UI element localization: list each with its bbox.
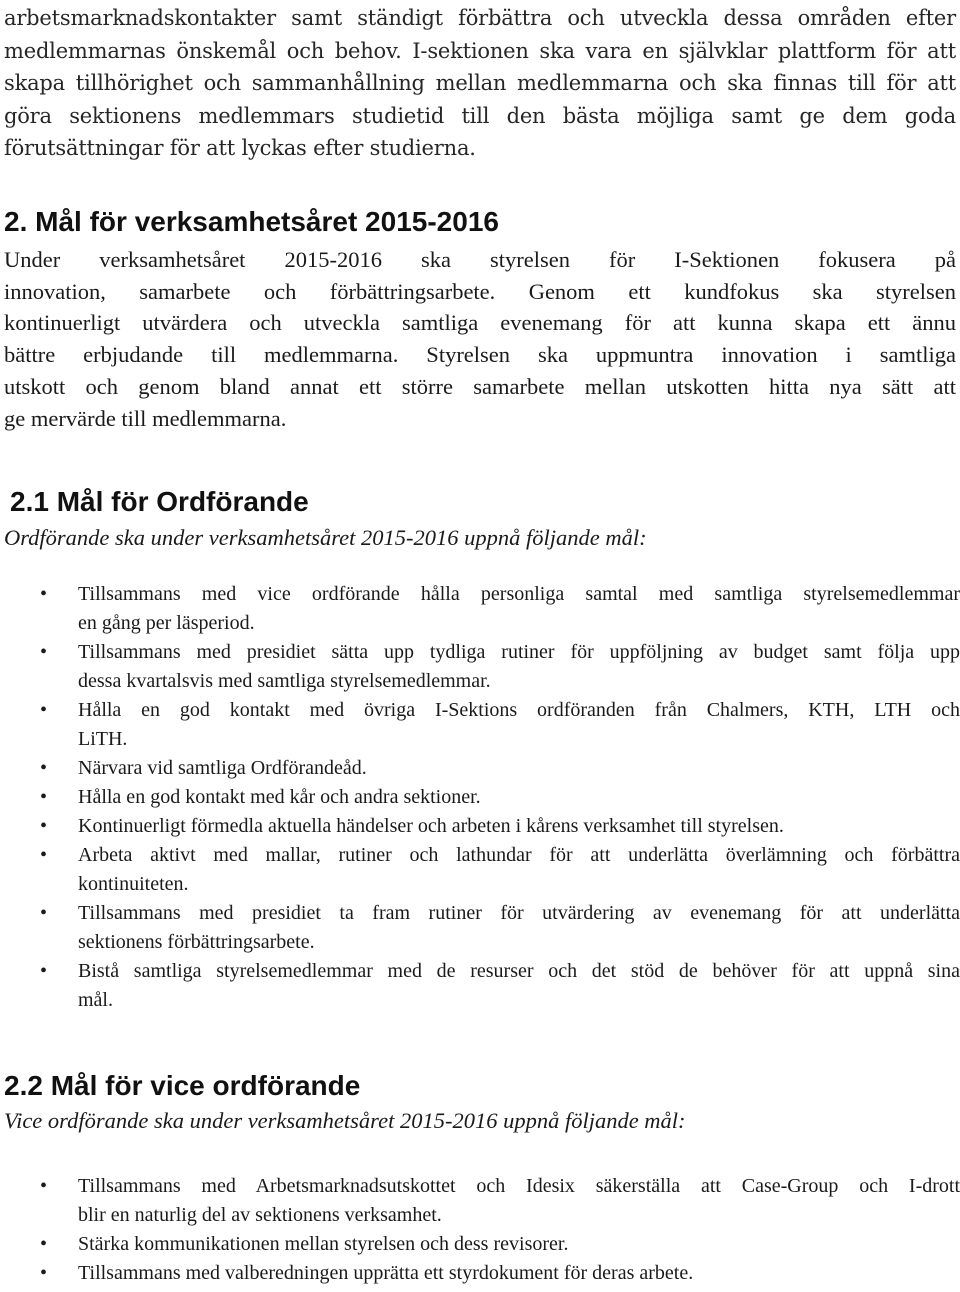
text-line: skapa tillhörighet och sammanhållning mellan medlemmarna och ska finnas till för att <box>4 71 956 95</box>
list-item-text: Tillsammans med presidiet sätta upp tydliga rutiner för uppföljning av budget samt följa upp <box>78 641 960 663</box>
list-item-text: Tillsammans med presidiet ta fram rutiner för utvärdering av evenemang för att underlätta <box>78 902 960 924</box>
intro-paragraph <box>4 2 956 165</box>
list-item-text: Hålla en god kontakt med övriga I-Sektions ordföranden från Chalmers, KTH, LTH och <box>78 699 960 721</box>
bullet-icon: • <box>40 757 48 779</box>
text-line: förutsättningar för att lyckas efter studierna. <box>4 136 476 160</box>
section-heading-chair: 2.1 Mål för Ordförande <box>10 486 309 517</box>
bullet-icon: • <box>40 960 48 982</box>
bullet-icon: • <box>40 1233 48 1255</box>
list-item-text: Tillsammans med valberedningen upprätta ett styrdokument för deras arbete. <box>78 1262 694 1284</box>
list-item-text: mål. <box>78 989 113 1011</box>
list-item <box>4 783 960 812</box>
bullet-icon: • <box>40 844 48 866</box>
list-item <box>4 812 960 841</box>
bullet-icon: • <box>40 1262 48 1284</box>
text-line: göra sektionens medlemmars studietid till den bästa möjliga samt ge dem goda <box>4 103 956 128</box>
list-item <box>4 1259 960 1288</box>
section-heading-vice-chair: 2.2 Mål för vice ordförande <box>4 1070 361 1101</box>
bullet-icon: • <box>40 815 48 837</box>
vice-chair-lead-text: Vice ordförande ska under verksamhetsåret 2015-2016 uppnå följande mål: <box>4 1108 686 1133</box>
list-item-text: en gång per läsperiod. <box>78 612 255 634</box>
list-item-text: dessa kvartalsvis med samtliga styrelsemedlemmar. <box>78 670 491 692</box>
list-item <box>4 696 960 754</box>
text-line: utskott och genom bland annat ett större samarbete mellan utskotten hitta nya sätt att <box>4 373 956 399</box>
list-item <box>4 899 960 957</box>
text-line: kontinuerligt utvärdera och utveckla samtliga evenemang för att kunna skapa ett ännu <box>4 310 956 336</box>
list-item-text: Bistå samtliga styrelsemedlemmar med de resurser och det stöd de behöver för att uppnå sina <box>78 960 960 982</box>
list-item-text: Närvara vid samtliga Ordförandeåd. <box>78 757 367 779</box>
list-item-text: kontinuiteten. <box>78 873 189 895</box>
list-item <box>4 1230 960 1259</box>
list-item <box>4 957 960 1015</box>
bullet-icon: • <box>40 583 48 605</box>
list-item <box>4 580 960 638</box>
text-line: bättre erbjudande till medlemmarna. Styrelsen ska uppmuntra innovation i samtliga <box>4 342 956 368</box>
text-line: innovation, samarbete och förbättringsarbete. Genom ett kundfokus ska styrelsen <box>4 278 956 304</box>
vice-chair-goals-list <box>4 1172 960 1288</box>
bullet-icon: • <box>40 902 48 924</box>
list-item-text: Stärka kommunikationen mellan styrelsen och dess revisorer. <box>78 1233 569 1255</box>
list-item-text: Hålla en god kontakt med kår och andra sektioner. <box>78 786 481 808</box>
chair-lead-text: Ordförande ska under verksamhetsåret 2015-2016 uppnå följande mål: <box>4 525 647 550</box>
text-line: ge mervärde till medlemmarna. <box>4 405 287 431</box>
bullet-icon: • <box>40 786 48 808</box>
list-item-text: blir en naturlig del av sektionens verksamhet. <box>78 1204 442 1226</box>
list-item-text: Tillsammans med vice ordförande hålla personliga samtal med samtliga styrelsemedlemmar <box>78 583 960 605</box>
list-item <box>4 1172 960 1230</box>
list-item <box>4 754 960 783</box>
list-item-text: Kontinuerligt förmedla aktuella händelser och arbeten i kårens verksamhet till styrelsen. <box>78 815 784 837</box>
text-line: Under verksamhetsåret 2015-2016 ska styrelsen för I-Sektionen fokusera på <box>4 247 956 272</box>
bullet-icon: • <box>40 699 48 721</box>
text-line: medlemmarnas önskemål och behov. I-sektionen ska vara en självklar plattform för att <box>4 38 956 63</box>
bullet-icon: • <box>40 1175 48 1197</box>
list-item-text: LiTH. <box>78 728 128 750</box>
list-item <box>4 638 960 696</box>
bullet-icon: • <box>40 641 48 663</box>
list-item-text: sektionens förbättringsarbete. <box>78 931 315 953</box>
chair-goals-list <box>4 580 960 1015</box>
text-line: arbetsmarknadskontakter samt ständigt förbättra och utveckla dessa områden efter <box>4 6 956 30</box>
goals-paragraph <box>4 244 956 434</box>
section-heading-goals: 2. Mål för verksamhetsåret 2015-2016 <box>4 206 499 237</box>
list-item-text: Arbeta aktivt med mallar, rutiner och lathundar för att underlätta överlämning och förbättra <box>78 844 960 866</box>
list-item <box>4 841 960 899</box>
list-item-text: Tillsammans med Arbetsmarknadsutskottet och Idesix säkerställa att Case-Group och I-drott <box>78 1175 960 1197</box>
